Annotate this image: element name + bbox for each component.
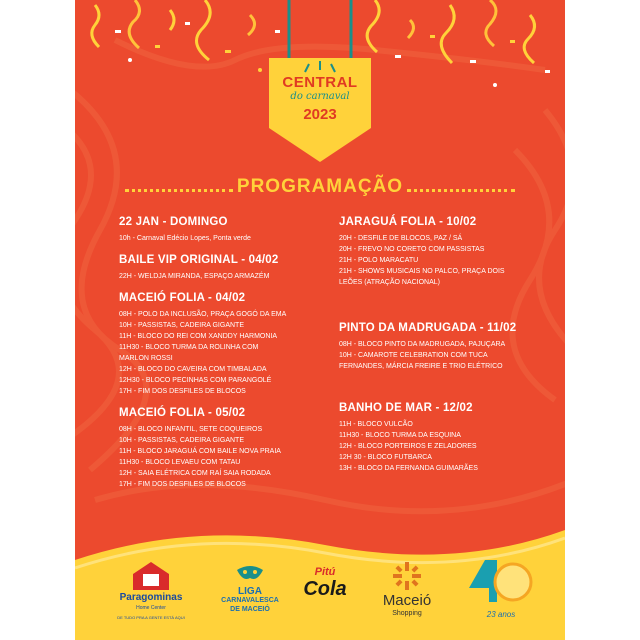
event-line: 11H - BLOCO VULCÃO <box>339 421 413 428</box>
event-block <box>119 292 329 397</box>
anniversary-text: 23 anos <box>486 610 516 619</box>
badge-subtitle: do carnaval <box>290 91 350 102</box>
event-line: 08H - BLOCO INFANTIL, SETE COQUEIROS <box>119 426 263 433</box>
event-line: 17H - FIM DOS DESFILES DE BLOCOS <box>119 388 246 395</box>
cola-line-2: Cola <box>303 578 347 600</box>
sun-icon <box>393 562 421 590</box>
event-line: 11H - BLOCO DO REI COM XANDDY HARMONIA <box>119 333 278 340</box>
event-title: JARAGUÁ FOLIA - 10/02 <box>339 216 477 228</box>
event-block <box>339 216 539 288</box>
right-schedule-column <box>339 216 539 484</box>
event-line: 12H - BLOCO PORTEIROS E ZELADORES <box>339 443 477 450</box>
event-title: BANHO DE MAR - 12/02 <box>339 402 473 414</box>
event-line: LEÕES (ATRAÇÃO NACIONAL) <box>339 279 441 286</box>
paragominas-tagline: DE TUDO PRA A GENTE ESTÁ AQUI <box>117 615 185 620</box>
left-schedule-column <box>119 216 329 500</box>
event-line: MARLON ROSSI <box>119 355 173 362</box>
anniversary-logo <box>463 556 533 626</box>
event-line: 12H - SAIA ELÉTRICA COM RAÍ SAIA RODADA <box>119 470 271 477</box>
liga-line-1: LIGA <box>238 586 262 597</box>
event-line: 12H 30 - BLOCO FUTBARCA <box>339 454 432 461</box>
event-line: 11H - BLOCO JARAGUÁ COM BAILE NOVA PRAIA <box>119 448 281 455</box>
maceio-shopping-logo <box>367 562 447 632</box>
event-line: 10h - Carnaval Edécio Lopes, Ponta verde <box>119 235 251 242</box>
event-block <box>119 254 329 282</box>
badge-title: CENTRAL <box>282 74 358 91</box>
event-line: 10H - PASSISTAS, CADEIRA GIGANTE <box>119 322 244 329</box>
event-line: 13H - BLOCO DA FERNANDA GUIMARÃES <box>339 465 478 472</box>
badge-year: 2023 <box>303 106 337 123</box>
event-title: MACEIÓ FOLIA - 05/02 <box>119 407 246 419</box>
sponsor-footer <box>75 520 565 640</box>
event-line: 12H - BLOCO DO CAVEIRA COM TIMBALADA <box>119 366 267 373</box>
maceio-sub: Shopping <box>392 610 422 617</box>
paragominas-name: Paragominas <box>119 592 183 603</box>
event-line: 21H - POLO MARACATU <box>339 257 419 264</box>
pitu-cola-logo <box>297 566 353 622</box>
event-block <box>119 407 329 490</box>
event-block <box>339 322 539 372</box>
event-title: PINTO DA MADRUGADA - 11/02 <box>339 322 517 334</box>
event-title: BAILE VIP ORIGINAL - 04/02 <box>119 254 279 266</box>
event-line: 22H - WELDJA MIRANDA, ESPAÇO ARMAZÉM <box>119 273 270 280</box>
event-block <box>119 216 329 244</box>
anniversary-mark <box>463 556 533 610</box>
event-line: 17H - FIM DOS DESFILES DE BLOCOS <box>119 481 246 488</box>
poster <box>75 0 565 640</box>
event-line: 21H - SHOWS MUSICAIS NO PALCO, PRAÇA DOIS <box>339 268 505 275</box>
event-line: 20H - DESFILE DE BLOCOS, PAZ / SÁ <box>339 235 463 242</box>
event-title: 22 JAN - DOMINGO <box>119 216 228 228</box>
program-title: PROGRAMAÇÃO <box>236 176 404 197</box>
cola-line-1: Pitú <box>314 566 336 578</box>
liga-carnavalesca-logo <box>215 562 285 632</box>
liga-line-2: CARNAVALESCA <box>221 597 279 604</box>
event-line: 12H30 - BLOCO PECINHAS COM PARANGOLÉ <box>119 377 272 384</box>
event-line: 20H - FREVO NO CORETO COM PASSISTAS <box>339 246 485 253</box>
paragominas-sub: Home Center <box>136 605 166 611</box>
event-line: 10H - CAMAROTE CELEBRATION COM TUCA <box>339 352 488 359</box>
maceio-name: Maceió <box>382 592 432 609</box>
event-line: 11H30 - BLOCO LEVAEU COM TATAU <box>119 459 241 466</box>
event-line: 08H - BLOCO PINTO DA MADRUGADA, PAJUÇARA <box>339 341 506 348</box>
event-line: 10H - PASSISTAS, CADEIRA GIGANTE <box>119 437 244 444</box>
central-carnaval-badge <box>269 58 371 162</box>
event-line: 11H30 - BLOCO TURMA DA ROLINHA COM <box>119 344 259 351</box>
liga-line-3: DE MACEIÓ <box>230 606 270 613</box>
event-line: 08H - POLO DA INCLUSÃO, PRAÇA GOGÓ DA EMA <box>119 311 287 318</box>
event-line: 11H30 - BLOCO TURMA DA ESQUINA <box>339 432 461 439</box>
house-icon <box>131 560 171 590</box>
event-block <box>339 402 539 474</box>
event-line: FERNANDES, MÁRCIA FREIRE E TRIO ELÉTRICO <box>339 363 503 370</box>
mask-icon <box>235 562 265 586</box>
event-title: MACEIÓ FOLIA - 04/02 <box>119 292 246 304</box>
paragominas-logo <box>105 560 197 630</box>
